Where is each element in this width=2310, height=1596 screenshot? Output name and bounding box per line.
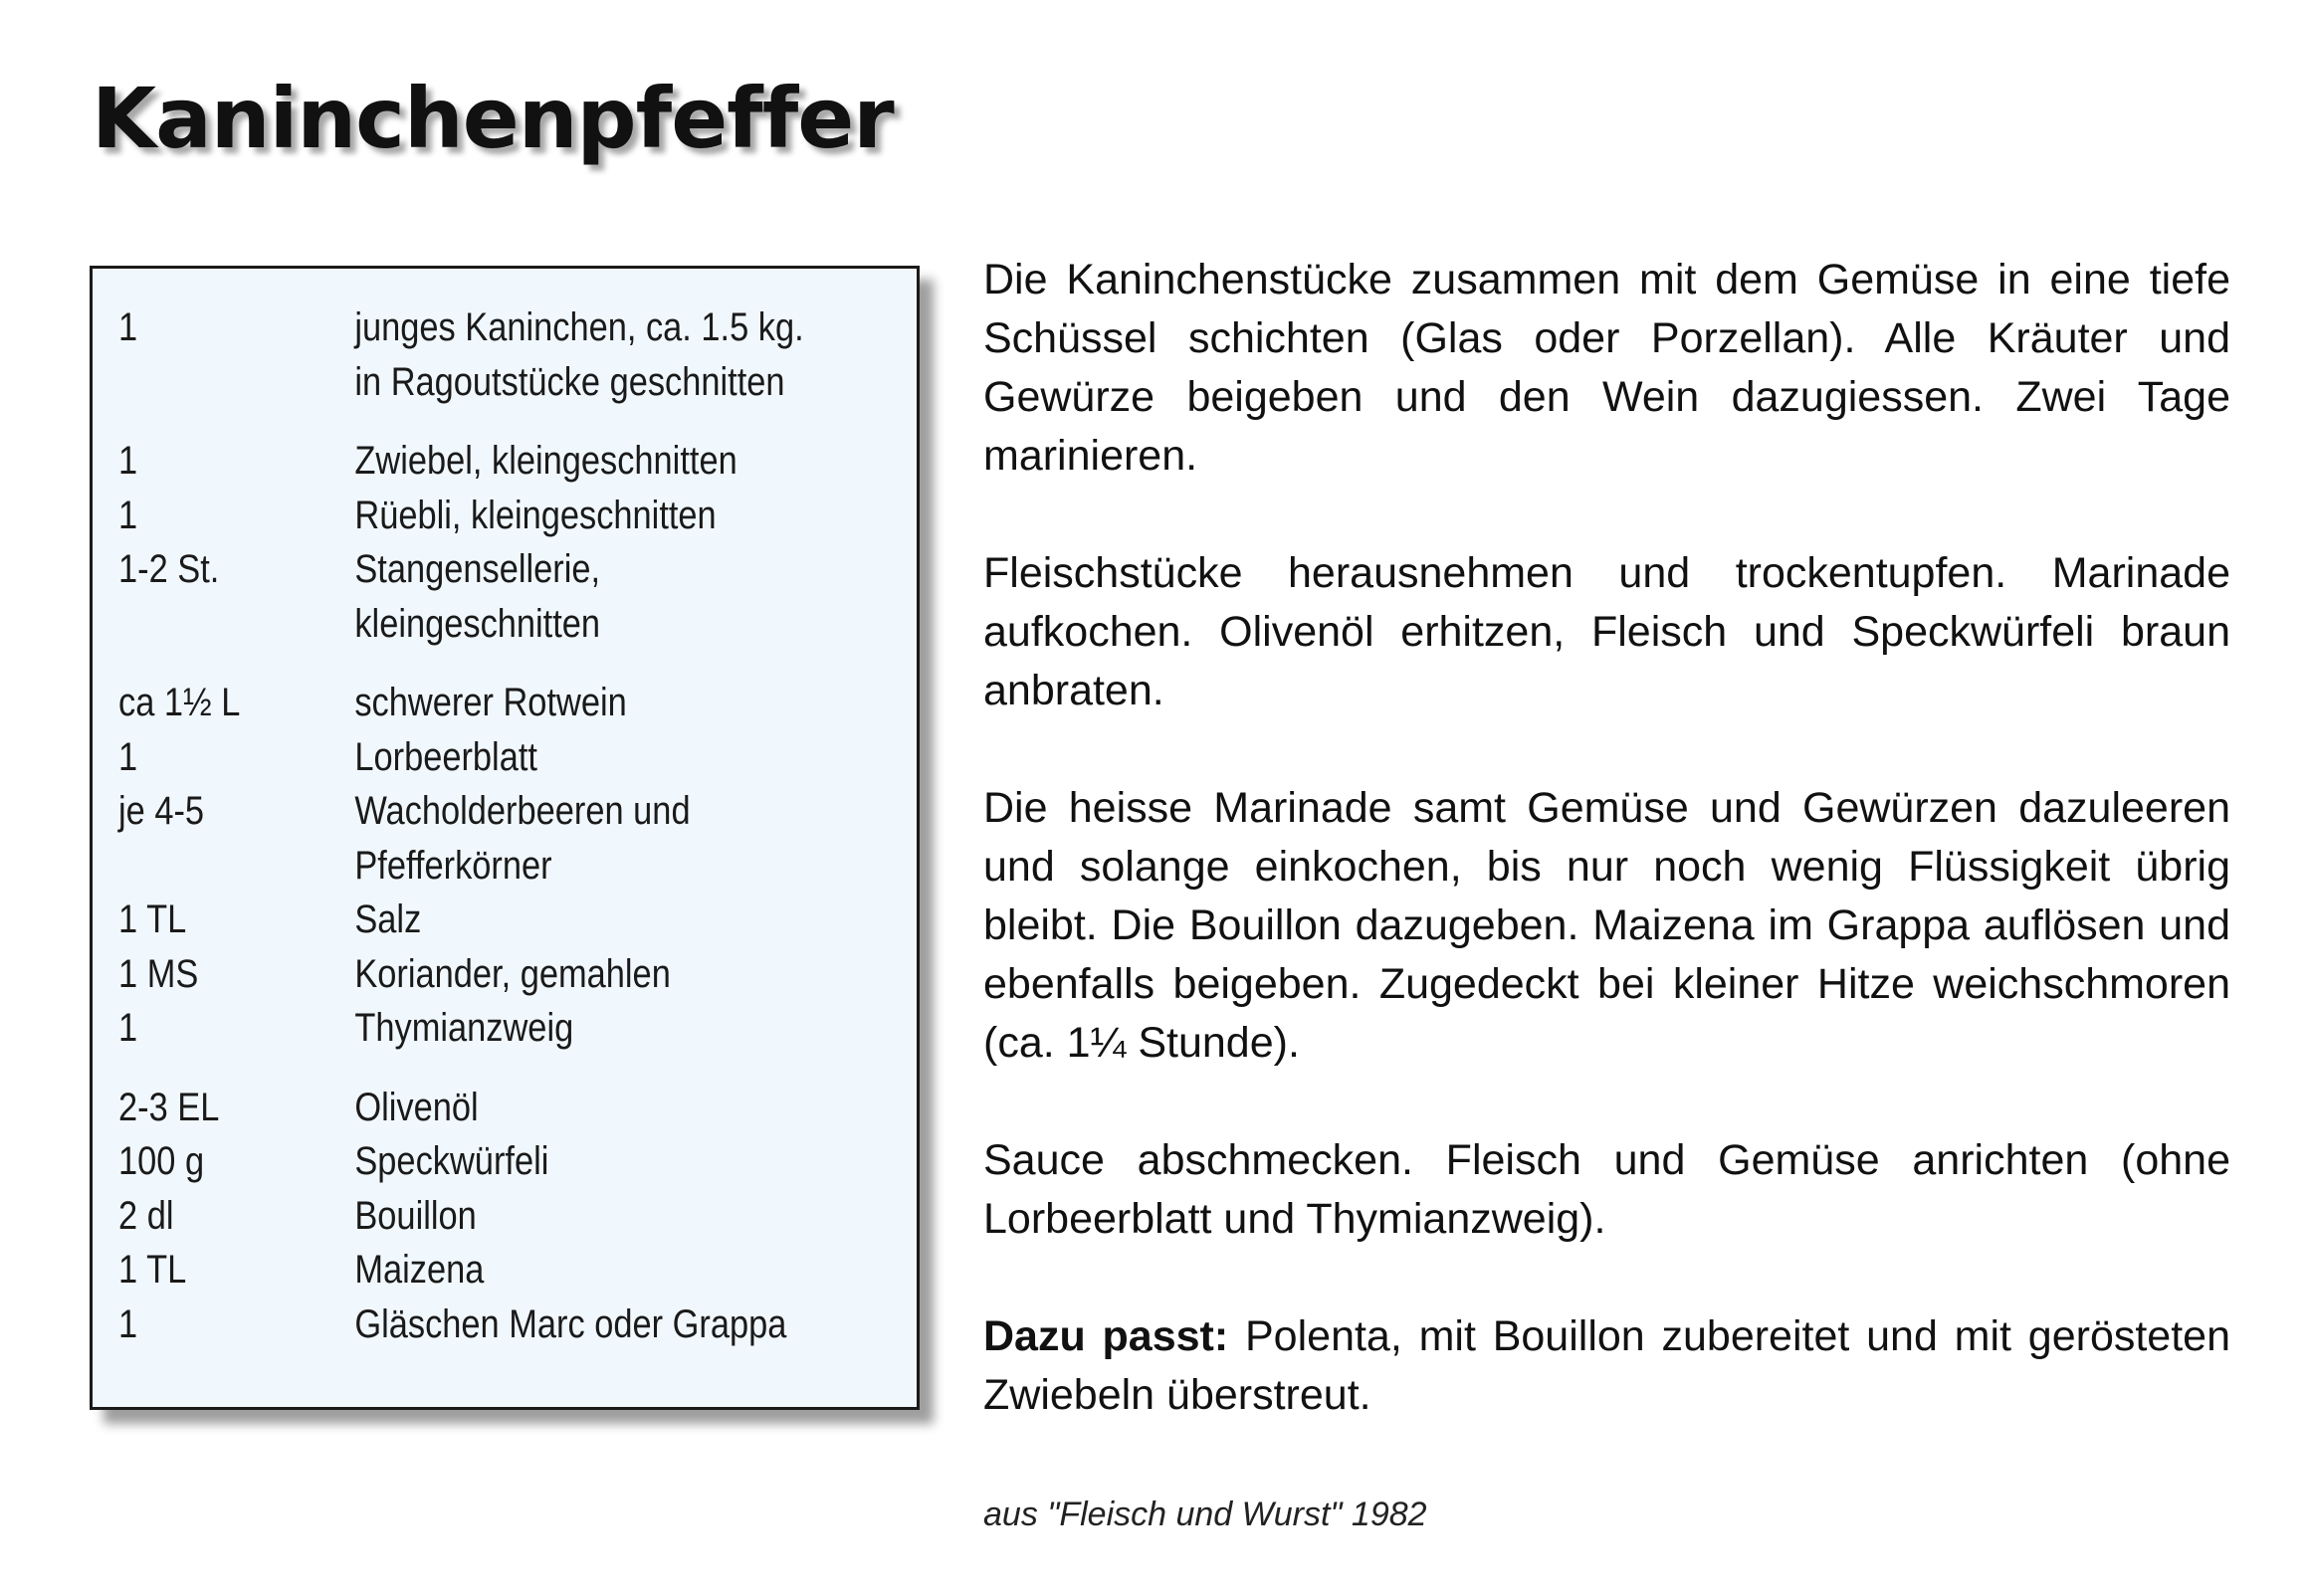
ingredient-quantity: 2 dl — [118, 1193, 174, 1238]
source-citation: aus "Fleisch und Wurst" 1982 — [983, 1496, 1427, 1533]
serving-suggestion — [983, 1307, 2230, 1425]
ingredient-quantity: je 4-5 — [118, 789, 205, 833]
ingredient-quantity: 1 — [118, 1301, 138, 1346]
ingredient-name: Speckwürfeli — [354, 1139, 549, 1183]
ingredient-name: schwerer Rotwein — [354, 681, 627, 724]
ingredient-quantity: 1 MS — [118, 951, 199, 996]
instruction-paragraph: Die heisse Marinade samt Gemüse und Gewürzen dazuleeren und solange einkochen, bis nur noch wenig Flüssigkeit übrig bleibt. Die Bouillon dazugeben. Maizena im Grappa auflösen und ebenfalls beigeben. Zugedeckt bei kleiner Hitze weichschmoren (ca. 1¼ Stunde). — [983, 784, 2230, 1067]
ingredient-row — [118, 1081, 796, 1135]
ingredient-row — [118, 839, 796, 894]
ingredient-row — [118, 434, 796, 489]
ingredient-name: in Ragoutstücke geschnitten — [354, 359, 785, 404]
ingredient-name: kleingeschnitten — [354, 601, 601, 646]
ingredient-quantity: 1 TL — [118, 898, 187, 941]
instructions — [983, 251, 2230, 1484]
ingredient-quantity: 1-2 St. — [118, 547, 220, 591]
ingredient-row — [118, 542, 796, 597]
ingredient-row — [118, 1189, 796, 1244]
ingredient-row — [118, 730, 796, 785]
ingredient-name: Stangensellerie, — [354, 547, 601, 591]
ingredient-name: Wacholderbeeren und — [354, 789, 691, 833]
ingredient-quantity: 1 — [118, 1006, 138, 1050]
serving-label: Dazu passt: — [983, 1312, 1229, 1360]
ingredient-name: Pfefferkörner — [354, 843, 552, 888]
ingredient-quantity — [118, 355, 354, 410]
instruction-paragraph: Fleischstücke herausnehmen und trockentupfen. Marinade aufkochen. Olivenöl erhitzen, Fleisch und Speckwürfeli braun anbraten. — [983, 549, 2230, 714]
ingredient-row — [118, 893, 796, 947]
ingredient-quantity: ca 1½ L — [118, 681, 241, 724]
ingredient-row — [118, 489, 796, 543]
ingredient-quantity: 1 TL — [118, 1248, 187, 1292]
ingredient-name: Zwiebel, kleingeschnitten — [354, 439, 737, 483]
ingredient-row — [118, 1134, 796, 1189]
recipe-title: Kaninchenpfeffer — [92, 70, 894, 167]
ingredients-box — [90, 266, 920, 1410]
ingredient-name: Gläschen Marc oder Grappa — [354, 1301, 787, 1346]
ingredient-row — [118, 300, 804, 355]
ingredient-quantity: 1 — [118, 734, 138, 779]
ingredient-name: Bouillon — [354, 1193, 477, 1238]
ingredient-name: Salz — [354, 898, 422, 941]
ingredient-name: Maizena — [354, 1248, 485, 1292]
ingredient-row — [118, 355, 796, 410]
ingredient-quantity: 100 g — [118, 1139, 205, 1183]
ingredient-row — [118, 1243, 796, 1297]
ingredient-quantity: 1 — [118, 493, 138, 537]
ingredient-row — [118, 1001, 796, 1056]
ingredient-quantity — [118, 839, 354, 894]
ingredient-quantity: 2-3 EL — [118, 1085, 220, 1129]
ingredient-name: junges Kaninchen, ca. 1.5 kg. — [354, 305, 804, 349]
ingredient-row — [118, 1297, 796, 1352]
ingredient-quantity — [118, 597, 354, 652]
ingredient-name: Olivenöl — [354, 1085, 479, 1129]
ingredient-quantity: 1 — [118, 305, 138, 349]
ingredient-row — [118, 676, 796, 730]
ingredients-list — [118, 300, 804, 1351]
ingredient-name: Rüebli, kleingeschnitten — [354, 493, 717, 537]
ingredient-row — [118, 784, 796, 839]
ingredient-name: Thymianzweig — [354, 1006, 574, 1050]
ingredient-name: Koriander, gemahlen — [354, 951, 671, 996]
serving-text: Polenta, mit Bouillon zubereitet und mit gerösteten Zwiebeln überstreut. — [983, 1312, 2230, 1419]
ingredient-quantity: 1 — [118, 439, 138, 483]
ingredient-name: Lorbeerblatt — [354, 734, 537, 779]
ingredient-row — [118, 947, 796, 1002]
instruction-paragraph: Sauce abschmecken. Fleisch und Gemüse anrichten (ohne Lorbeerblatt und Thymianzweig). — [983, 1136, 2230, 1243]
instruction-paragraph: Die Kaninchenstücke zusammen mit dem Gemüse in eine tiefe Schüssel schichten (Glas oder Porzellan). Alle Kräuter und Gewürze beigeben und den Wein dazugiessen. Zwei Tage marinieren. — [983, 256, 2230, 480]
ingredient-row — [118, 597, 796, 652]
